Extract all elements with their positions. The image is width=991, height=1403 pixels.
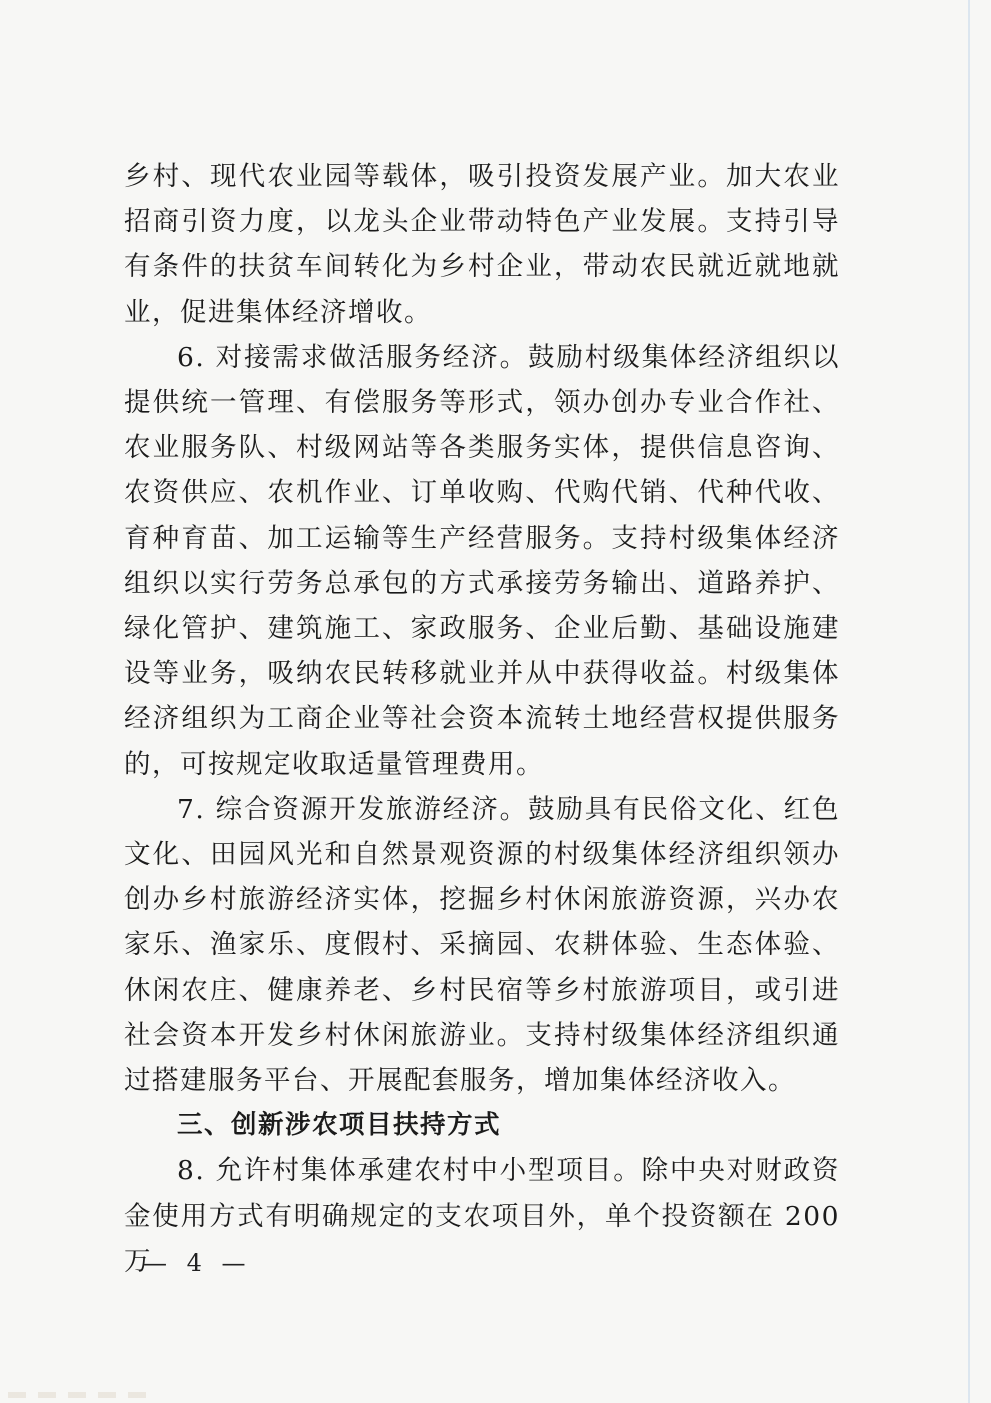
- paragraph-continuation: 乡村、现代农业园等载体，吸引投资发展产业。加大农业招商引资力度，以龙头企业带动特色产业发展。支持引导有条件的扶贫车间转化为乡村企业，带动农民就近就地就业，促进集体经济增收。: [124, 161, 840, 328]
- body-text: [124, 154, 840, 1284]
- scan-edge-line: [968, 0, 970, 1403]
- page-number: — 4 —: [143, 1249, 252, 1277]
- scan-artifact: [8, 1392, 148, 1398]
- paragraph-8-project-support: 8. 允许村集体承建农村中小型项目。除中央对财政资金使用方式有明确规定的支农项目外，单个投资额在 200 万: [124, 1155, 840, 1277]
- paragraph-6-service-economy: 6. 对接需求做活服务经济。鼓励村级集体经济组织以提供统一管理、有偿服务等形式，领办创办专业合作社、农业服务队、村级网站等各类服务实体，提供信息咨询、农资供应、农机作业、订单收购、代购代销、代种代收、育种育苗、加工运输等生产经营服务。支持村级集体经济组织以实行劳务总承包的方式承接劳务输出、道路养护、绿化管护、建筑施工、家政服务、企业后勤、基础设施建设等业务，吸纳农民转移就业并从中获得收益。村级集体经济组织为工商企业等社会资本流转土地经营权提供服务的，可按规定收取适量管理费用。: [124, 341, 840, 780]
- paragraph-7-tourism-economy: 7. 综合资源开发旅游经济。鼓励具有民俗文化、红色文化、田园风光和自然景观资源的村级集体经济组织领办创办乡村旅游经济实体，挖掘乡村休闲旅游资源，兴办农家乐、渔家乐、度假村、采摘园、农耕体验、生态体验、休闲农庄、健康养老、乡村民宿等乡村旅游项目，或引进社会资本开发乡村休闲旅游业。支持村级集体经济组织通过搭建服务平台、开展配套服务，增加集体经济收入。: [124, 793, 840, 1097]
- section-heading-3: 三、创新涉农项目扶持方式: [177, 1110, 502, 1141]
